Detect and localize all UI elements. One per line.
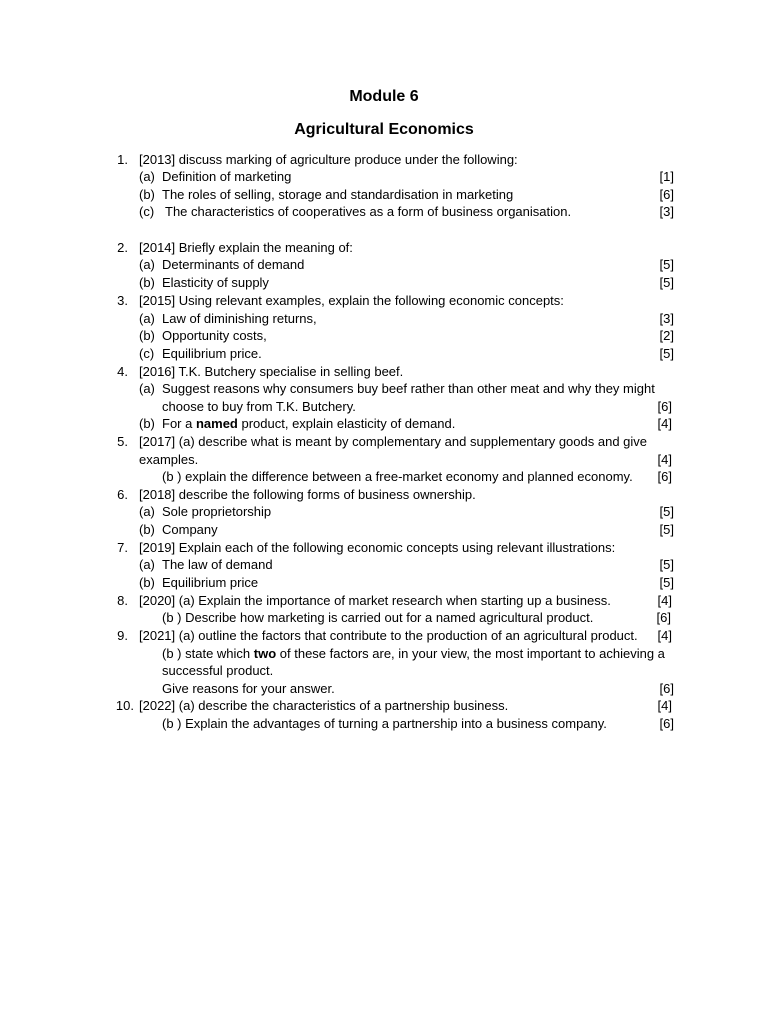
- question-number: 8.: [117, 593, 128, 608]
- question-stem: [2013] discuss marking of agriculture produce under the following:: [139, 152, 518, 167]
- question-stem: [2016] T.K. Butchery specialise in selling beef.: [139, 364, 404, 379]
- part-text: Definition of marketing: [162, 169, 292, 184]
- question-stem: [2017] (a) describe what is meant by complementary and supplementary goods and give: [139, 434, 648, 449]
- question-stem: [2021] (a) outline the factors that contribute to the production of an agricultural product.: [139, 628, 638, 643]
- part-text: [162, 645, 665, 663]
- question-stem: [2019] Explain each of the following economic concepts using relevant illustrations:: [139, 540, 616, 555]
- question-part: [0, 503, 768, 521]
- part-mark: [5]: [659, 557, 674, 572]
- question-stem: [2022] (a) describe the characteristics of a partnership business.: [139, 698, 509, 713]
- part-text-post: product, explain elasticity of demand.: [237, 416, 456, 431]
- question-8: [0, 592, 768, 610]
- part-label: (b): [139, 275, 155, 290]
- part-mark: [1]: [659, 169, 674, 184]
- part-mark: [3]: [659, 311, 674, 326]
- part-label: (b): [139, 575, 155, 590]
- part-mark: [6]: [659, 681, 674, 696]
- question-part: [0, 345, 768, 363]
- question-part: [0, 521, 768, 539]
- question-part: [0, 468, 768, 486]
- question-1: [0, 151, 768, 169]
- question-number: 4.: [117, 364, 128, 379]
- question-part: [0, 274, 768, 292]
- part-mark: [4]: [657, 593, 672, 608]
- part-text-pre: For a: [162, 416, 196, 431]
- question-part: [0, 574, 768, 592]
- page-subtitle: Agricultural Economics: [294, 121, 474, 138]
- question-6: [0, 486, 768, 504]
- part-label: (b): [139, 328, 155, 343]
- question-stem: [2014] Briefly explain the meaning of:: [139, 240, 353, 255]
- part-mark: [3]: [659, 204, 674, 219]
- part-mark: [5]: [659, 275, 674, 290]
- part-text: choose to buy from T.K. Butchery.: [162, 399, 356, 414]
- part-label: (c): [139, 346, 155, 361]
- part-label: (a): [139, 504, 155, 519]
- question-stem: [2015] Using relevant examples, explain the following economic concepts:: [139, 293, 564, 308]
- question-part-continuation: [0, 398, 768, 416]
- part-label: (a): [139, 381, 155, 396]
- question-number: 5.: [117, 434, 128, 449]
- part-mark: [6]: [659, 716, 674, 731]
- question-2: [0, 239, 768, 257]
- question-part: [0, 168, 768, 186]
- part-mark: [4]: [657, 416, 672, 431]
- part-text: Suggest reasons why consumers buy beef rather than other meat and why they might: [162, 381, 655, 396]
- part-text: Opportunity costs,: [162, 328, 267, 343]
- question-number: 6.: [117, 487, 128, 502]
- question-part: [0, 415, 768, 433]
- part-mark: [5]: [659, 575, 674, 590]
- part-mark: [6]: [656, 610, 671, 625]
- question-number: 3.: [117, 293, 128, 308]
- part-text-bold: two: [253, 646, 277, 661]
- question-10: [0, 697, 768, 715]
- part-text-pre: (b ) state which: [162, 646, 254, 661]
- question-stem-continuation: [0, 451, 768, 469]
- part-text: The law of demand: [162, 557, 273, 572]
- question-part-continuation: [0, 680, 768, 698]
- part-label: (a): [139, 557, 155, 572]
- part-label: (b): [139, 522, 155, 537]
- part-mark: [5]: [659, 257, 674, 272]
- question-part: [0, 556, 768, 574]
- question-number: 2.: [117, 240, 128, 255]
- question-part: [0, 256, 768, 274]
- question-7: [0, 539, 768, 557]
- part-text: successful product.: [162, 663, 274, 678]
- part-text: Give reasons for your answer.: [162, 681, 335, 696]
- question-part: [0, 186, 768, 204]
- question-4: [0, 363, 768, 381]
- part-mark: [4]: [657, 628, 672, 643]
- part-text: Company: [162, 522, 218, 537]
- part-mark: [5]: [659, 522, 674, 537]
- part-text: Law of diminishing returns,: [162, 311, 317, 326]
- question-part: [0, 380, 768, 398]
- part-text: Elasticity of supply: [162, 275, 269, 290]
- question-part: [0, 715, 768, 733]
- question-number: 1.: [117, 152, 128, 167]
- part-text: Equilibrium price: [162, 575, 259, 590]
- question-part: [0, 203, 768, 221]
- part-mark: [5]: [659, 504, 674, 519]
- part-text: Equilibrium price.: [162, 346, 262, 361]
- question-stem: examples.: [139, 452, 199, 467]
- part-text: [162, 415, 455, 433]
- part-label: (a): [139, 169, 155, 184]
- question-part-continuation: [0, 662, 768, 680]
- part-text: The characteristics of cooperatives as a form of business organisation.: [165, 204, 572, 219]
- part-label: (b): [139, 187, 155, 202]
- part-text: The roles of selling, storage and standardisation in marketing: [162, 187, 514, 202]
- question-9: [0, 627, 768, 645]
- part-label: (a): [139, 257, 155, 272]
- question-number: 10.: [115, 698, 134, 713]
- question-part: [0, 327, 768, 345]
- part-mark: [4]: [657, 452, 672, 467]
- question-part: [0, 310, 768, 328]
- question-3: [0, 292, 768, 310]
- part-text-bold: named: [195, 416, 238, 431]
- question-part: [0, 645, 768, 663]
- question-stem: [2020] (a) Explain the importance of market research when starting up a business.: [139, 593, 611, 608]
- part-text: (b ) Describe how marketing is carried out for a named agricultural product.: [162, 610, 594, 625]
- part-mark: [4]: [657, 698, 672, 713]
- part-mark: [6]: [657, 399, 672, 414]
- part-text: Sole proprietorship: [162, 504, 272, 519]
- question-number: 9.: [117, 628, 128, 643]
- part-mark: [2]: [659, 328, 674, 343]
- question-number: 7.: [117, 540, 128, 555]
- page-title: Module 6: [349, 88, 419, 105]
- part-text-post: of these factors are, in your view, the most important to achieving a: [276, 646, 665, 661]
- part-mark: [5]: [659, 346, 674, 361]
- part-mark: [6]: [659, 187, 674, 202]
- question-5: [0, 433, 768, 451]
- part-text: (b ) explain the difference between a free-market economy and planned economy.: [162, 469, 633, 484]
- part-label: (c): [139, 204, 155, 219]
- question-stem: [2018] describe the following forms of business ownership.: [139, 487, 476, 502]
- part-label: (b): [139, 416, 155, 431]
- part-text: (b ) Explain the advantages of turning a partnership into a business company.: [162, 716, 607, 731]
- question-part: [0, 609, 768, 627]
- part-mark: [6]: [657, 469, 672, 484]
- part-label: (a): [139, 311, 155, 326]
- part-text: Determinants of demand: [162, 257, 305, 272]
